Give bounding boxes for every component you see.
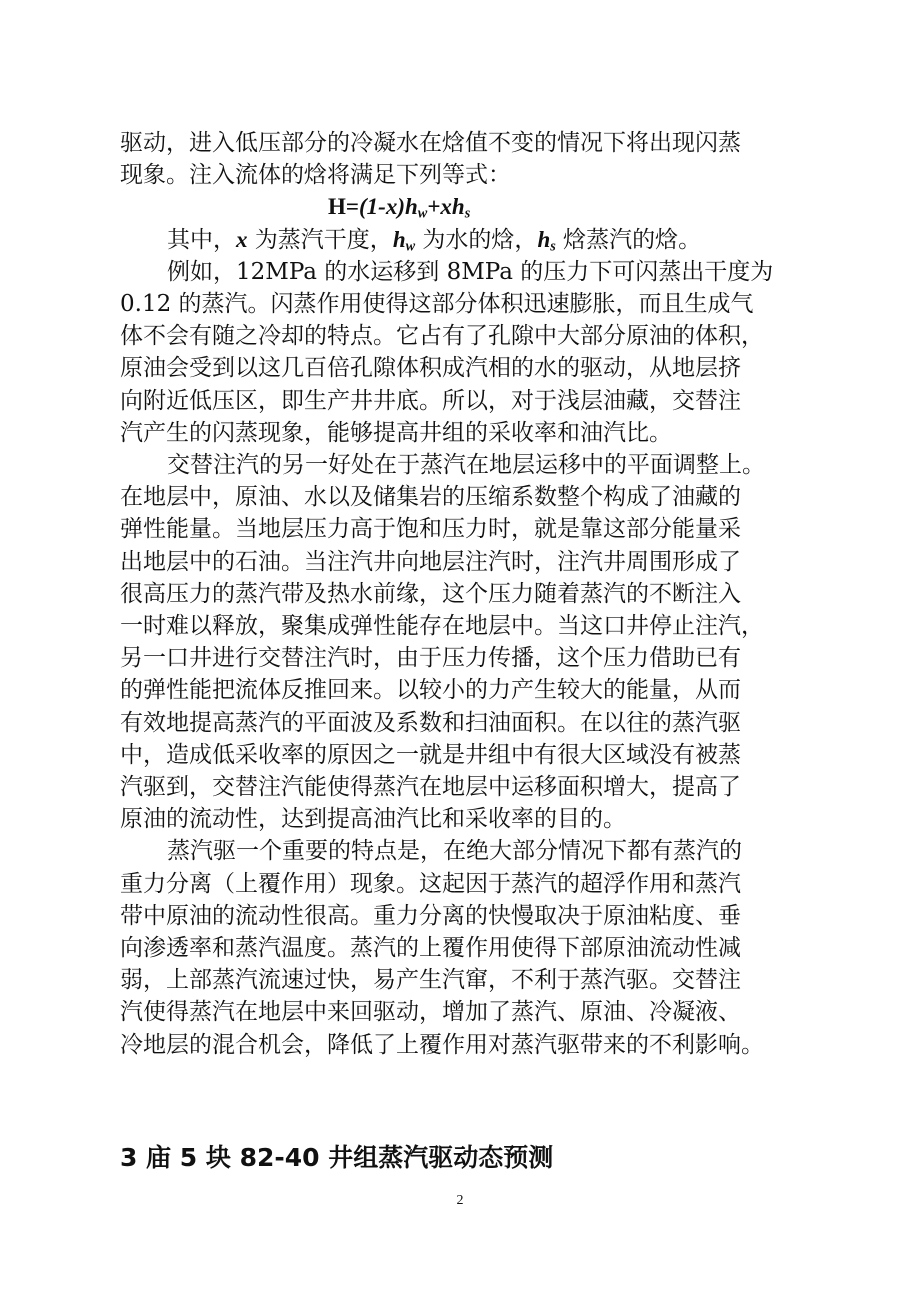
text-line: 重力分离（上覆作用）现象。这起因于蒸汽的超浮作用和蒸汽 [120, 870, 741, 897]
enthalpy-formula [120, 191, 810, 223]
text-line: 汽产生的闪蒸现象，能够提高井组的采收率和油汽比。 [120, 419, 672, 446]
formula-line [120, 191, 810, 223]
formula-hs: h [451, 194, 465, 220]
paragraph-intro [120, 127, 810, 191]
text-line: 0.12 的蒸汽。闪蒸作用使得这部分体积迅速膨胀，而且生成气 [120, 291, 754, 318]
text-line: 向附近低压区，即生产井井底。所以，对于浅层油藏，交替注 [120, 387, 741, 414]
variable-definition [120, 224, 810, 256]
paragraph-alternating-injection [120, 449, 810, 835]
text-line: 汽使得蒸汽在地层中来回驱动，增加了蒸汽、原油、冷凝液、 [120, 999, 741, 1026]
definition-hs: 焓蒸汽的焓。 [555, 226, 702, 253]
definition-x: 为蒸汽干度， [247, 226, 393, 253]
variable-hs-sub: s [550, 238, 556, 255]
text-line: 中，造成低采收率的原因之一就是井组中有很大区域没有被蒸 [120, 741, 741, 768]
paragraph-example [120, 256, 810, 449]
formula-plus-x: +x [427, 194, 452, 220]
text-line: 驱动，进入低压部分的冷凝水在焓值不变的情况下将出现闪蒸 [120, 130, 741, 156]
text-line: 体不会有随之冷却的特点。它占有了孔隙中大部分原油的体积， [120, 323, 764, 350]
variable-x: x [236, 226, 248, 252]
text-line: 出地层中的石油。当注汽井向地层注汽时，注汽井周围形成了 [120, 548, 741, 575]
formula-hs-sub: s [464, 205, 471, 222]
formula-hw-sub: w [417, 205, 428, 222]
page-number: 2 [456, 1193, 464, 1208]
text-line: 原油会受到以这几百倍孔隙体积成汽相的水的驱动，从地层挤 [120, 355, 741, 382]
text-line: 有效地提高蒸汽的平面波及系数和扫油面积。在以往的蒸汽驱 [120, 709, 741, 736]
text-line [120, 224, 810, 256]
text-line: 一时难以释放，聚集成弹性能存在地层中。当这口井停止注汽， [120, 613, 764, 640]
text-line: 带中原油的流动性很高。重力分离的快慢取决于原油粘度、垂 [120, 902, 741, 929]
text-line: 现象。注入流体的焓将满足下列等式： [120, 162, 511, 189]
text-line: 原油的流动性，达到提高油汽比和采收率的目的。 [120, 806, 626, 833]
formula-factor: (1-x) [359, 194, 405, 220]
definition-prefix: 其中， [167, 226, 236, 253]
text-line: 另一口井进行交替注汽时，由于压力传播，这个压力借助已有 [120, 645, 741, 672]
text-line: 汽驱到，交替注汽能使得蒸汽在地层中运移面积增大，提高了 [120, 774, 741, 801]
body-text [120, 127, 810, 1061]
text-line: 冷地层的混合机会，降低了上覆作用对蒸汽驱带来的不利影响。 [120, 1031, 764, 1058]
paragraph-gravity-override [120, 835, 810, 1060]
formula-lhs: H= [328, 194, 359, 220]
variable-hw: h [392, 226, 406, 252]
text-line: 的弹性能把流体反推回来。以较小的力产生较大的能量，从而 [120, 677, 741, 704]
variable-hs: h [537, 226, 551, 252]
variable-hw-sub: w [405, 238, 416, 255]
formula-hw: h [404, 194, 418, 220]
text-line: 蒸汽驱一个重要的特点是，在绝大部分情况下都有蒸汽的 [167, 838, 742, 865]
text-line: 很高压力的蒸汽带及热水前缘，这个压力随着蒸汽的不断注入 [120, 580, 741, 607]
definition-hw: 为水的焓， [415, 226, 538, 253]
text-line: 在地层中，原油、水以及储集岩的压缩系数整个构成了油藏的 [120, 484, 741, 511]
text-line: 弱，上部蒸汽流速过快，易产生汽窜，不利于蒸汽驱。交替注 [120, 967, 741, 994]
text-line: 弹性能量。当地层压力高于饱和压力时，就是靠这部分能量采 [120, 516, 741, 543]
section-heading: 3 庙 5 块 82-40 井组蒸汽驱动态预测 [120, 1142, 554, 1172]
text-line: 向渗透率和蒸汽温度。蒸汽的上覆作用使得下部原油流动性减 [120, 935, 741, 962]
text-line: 例如，12MPa 的水运移到 8MPa 的压力下可闪蒸出干度为 [167, 258, 774, 285]
text-line: 交替注汽的另一好处在于蒸汽在地层运移中的平面调整上。 [167, 452, 765, 479]
